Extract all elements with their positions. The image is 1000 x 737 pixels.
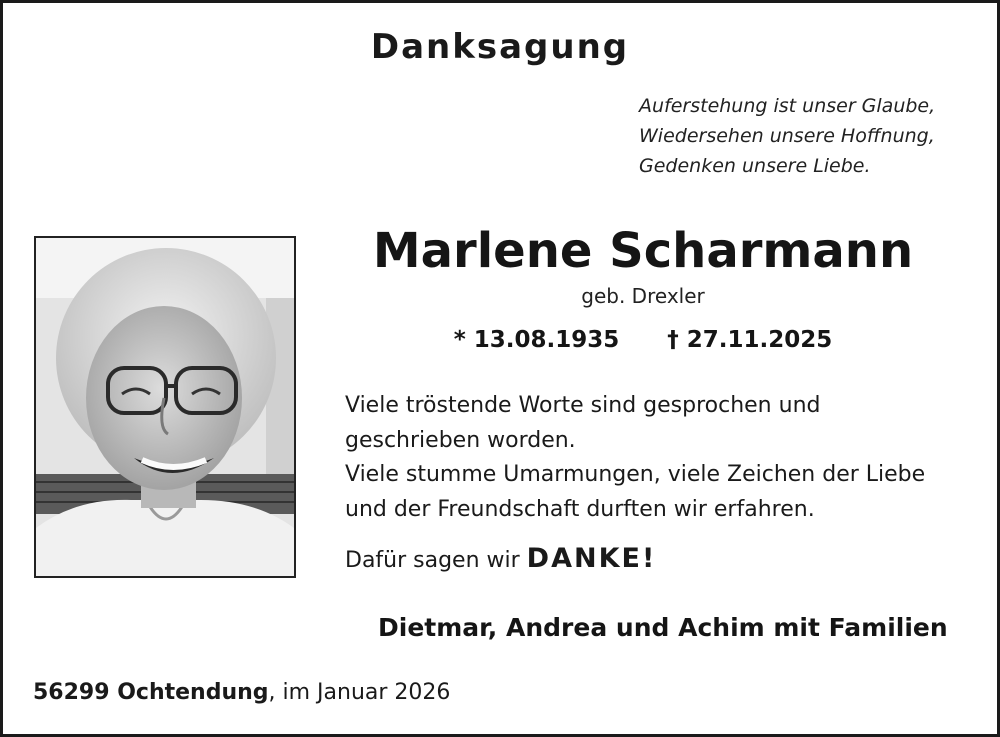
maiden-name: geb. Drexler <box>581 284 705 308</box>
thanks-emphasis: DANKE! <box>526 543 657 574</box>
message-block <box>345 389 925 527</box>
birth-date: * 13.08.1935 <box>453 327 620 353</box>
place-date-line <box>33 680 450 705</box>
heading: Danksagung <box>370 27 630 67</box>
quote-line: Wiedersehen unsere Hoffnung, <box>639 125 935 147</box>
message-line: Viele tröstende Worte sind gesprochen und <box>345 393 821 418</box>
portrait-illustration <box>36 238 294 576</box>
quote-line: Auferstehung ist unser Glaube, <box>639 95 936 117</box>
quote-line: Gedenken unsere Liebe. <box>639 155 871 177</box>
deceased-name: Marlene Scharmann <box>372 223 914 279</box>
life-dates <box>293 327 993 353</box>
family-signature: Dietmar, Andrea und Achim mit Familien <box>378 613 948 642</box>
message-line: Viele stumme Umarmungen, viele Zeichen der Liebe <box>345 462 926 487</box>
place-date: , im Januar 2026 <box>268 680 451 705</box>
quote-block <box>639 91 935 181</box>
message-line: und der Freundschaft durften wir erfahren. <box>345 496 815 522</box>
death-date: † 27.11.2025 <box>667 327 833 353</box>
message-line: geschrieben worden. <box>345 427 576 453</box>
thanks-line <box>345 543 656 574</box>
place-town: 56299 Ochtendung <box>33 680 269 705</box>
portrait-photo <box>34 236 296 578</box>
thanks-prefix: Dafür sagen wir <box>345 548 527 573</box>
